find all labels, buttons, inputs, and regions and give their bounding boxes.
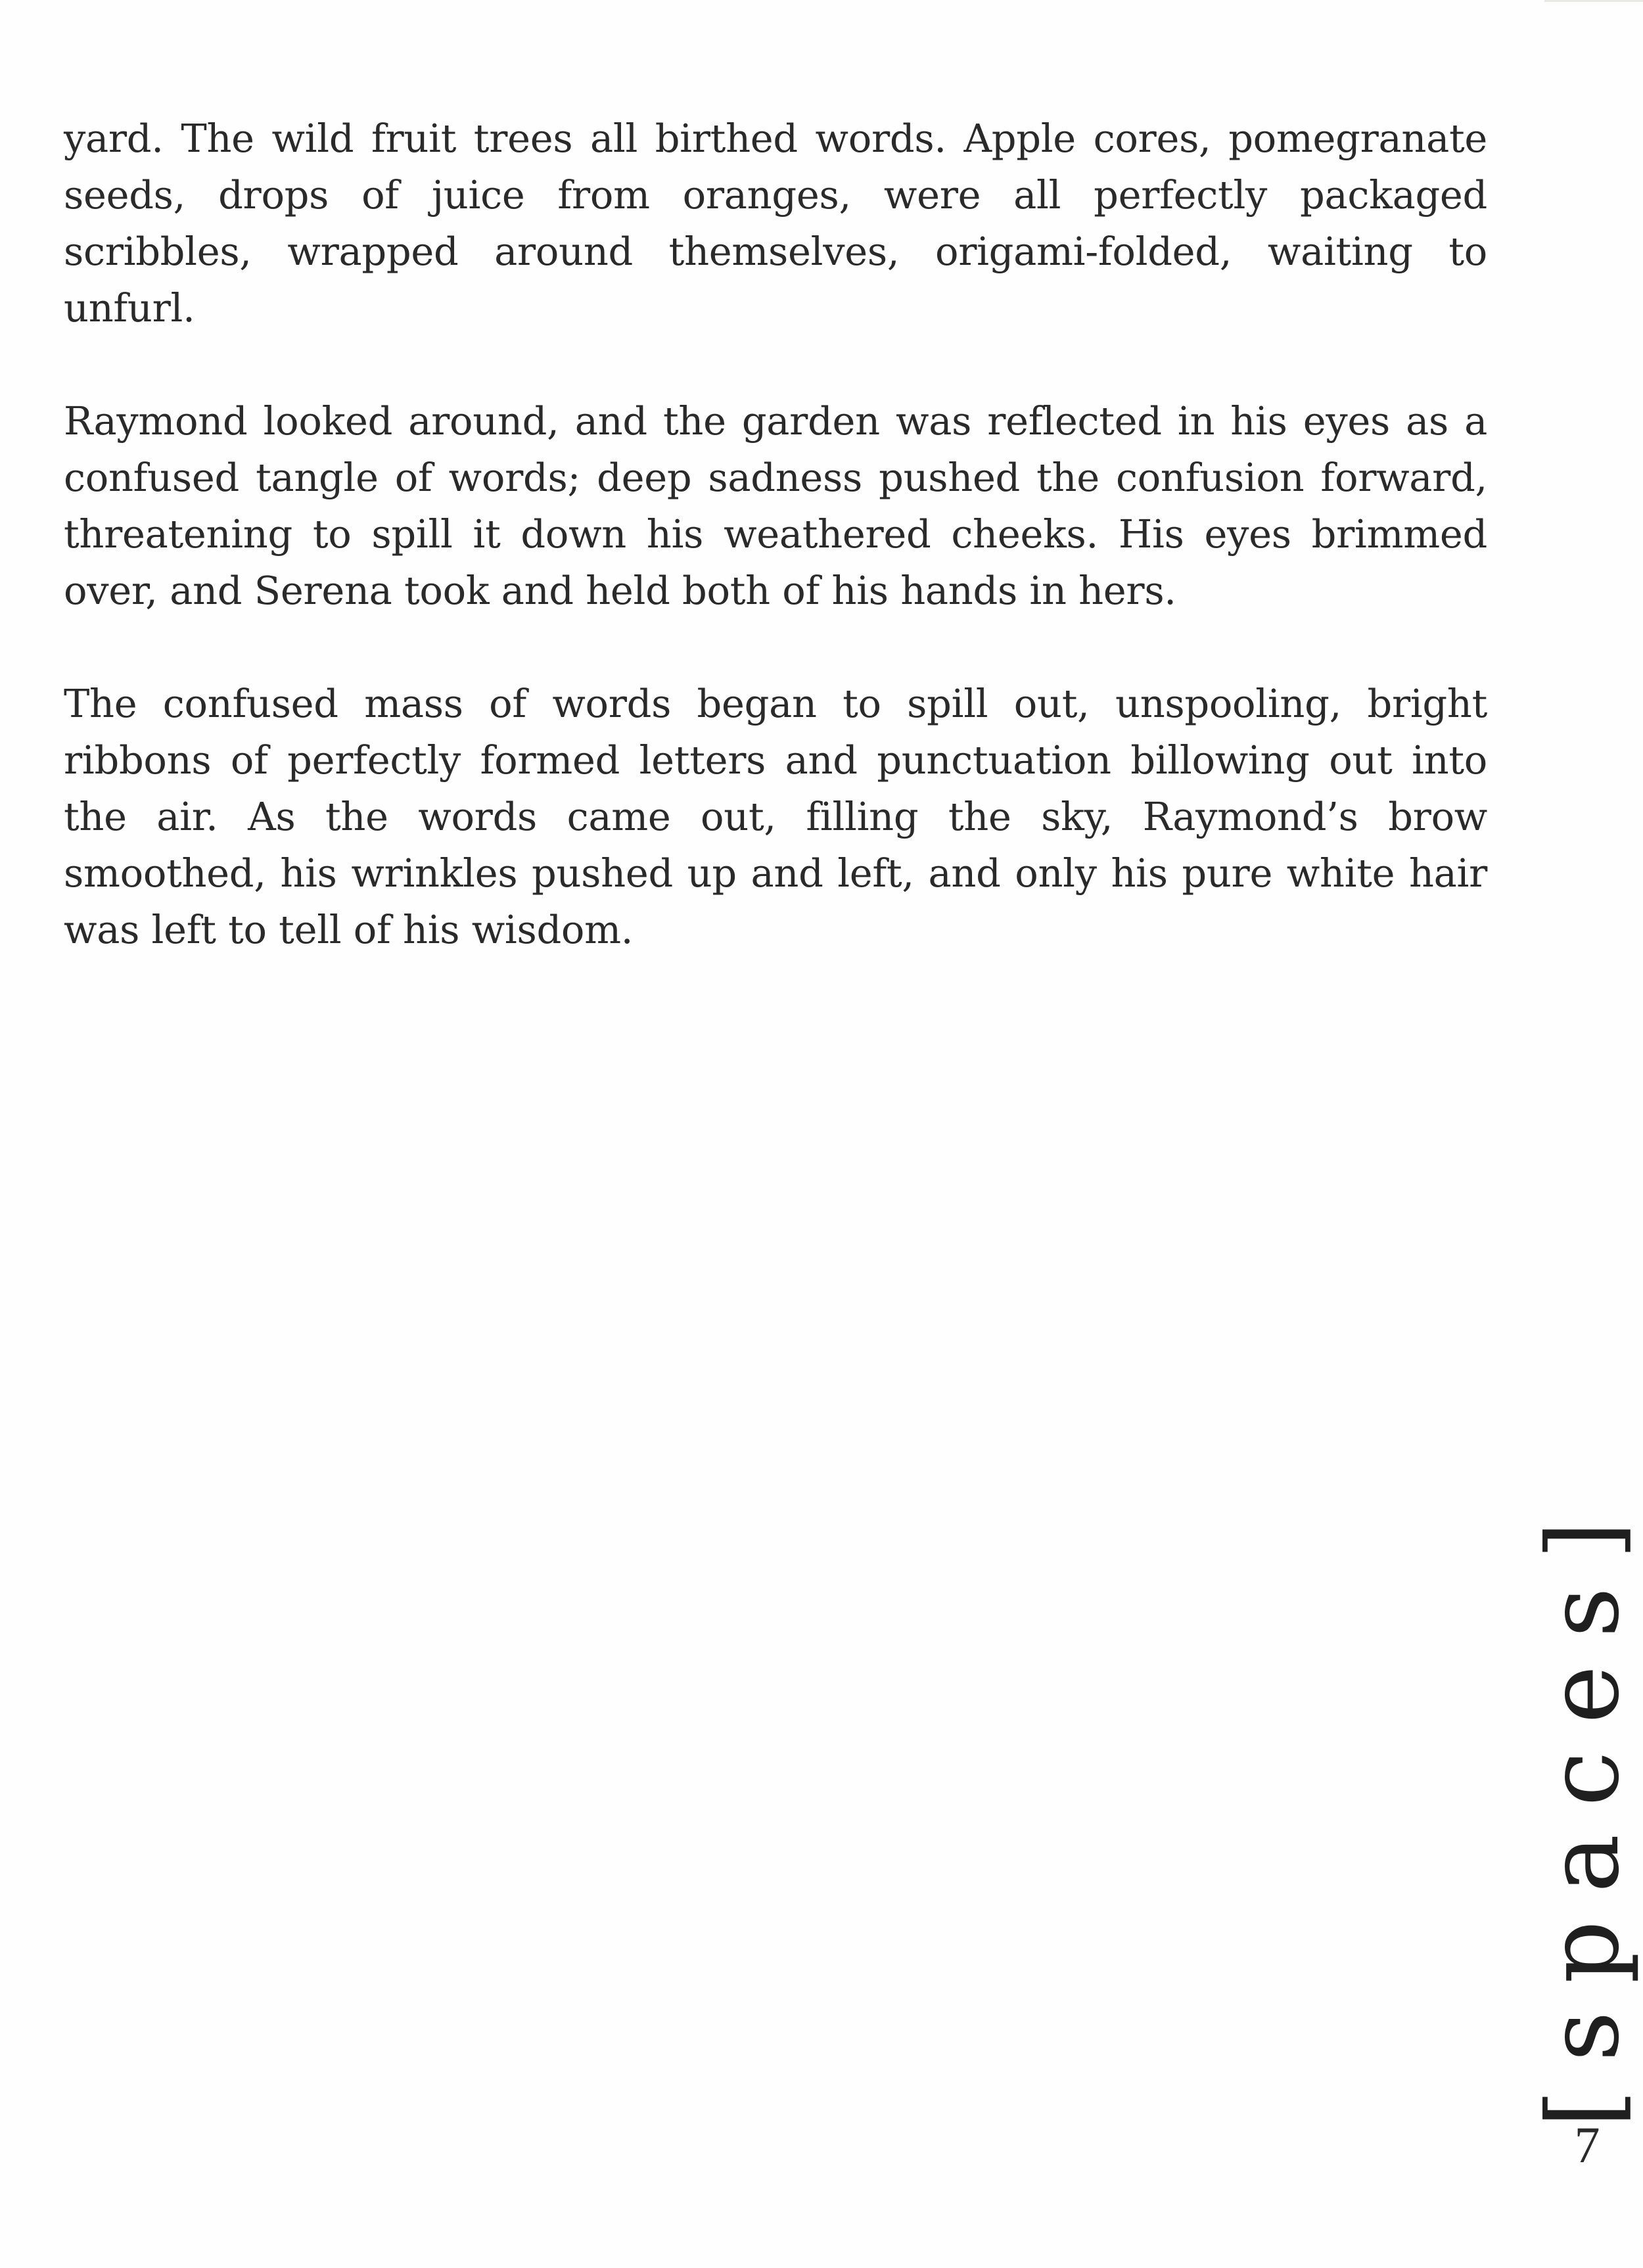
section-tab: [1518, 1493, 1643, 2128]
story-body: [64, 110, 1487, 1015]
paragraph-3: The confused mass of words began to spill out, unspooling, bright ribbons of perfectly formed letters and punctuation billowing out into the air. As the words came out, filling the sky, Raymond’s brow smoothed, his wrinkles pushed up and left, and only his pure white hair was left to tell of his wisdom.: [64, 681, 1487, 952]
page-number: 7: [1574, 2116, 1600, 2173]
page-edge-rule: [1544, 0, 1643, 2]
paragraph-2: Raymond looked around, and the garden was reflected in his eyes as a confused tangle of words; deep sadness pushed the confusion forward, threatening to spill it down his weathered cheeks. His eyes brimmed over, and Serena took and held both of his hands in hers.: [64, 398, 1487, 613]
section-tab-label: [spaces]: [1527, 1493, 1641, 2128]
paragraph-1: yard. The wild fruit trees all birthed words. Apple cores, pomegranate seeds, drops of juice from oranges, were all perfectly packaged scribbles, wrapped around themselves, origami-folded, waiting to unfurl.: [64, 116, 1487, 331]
